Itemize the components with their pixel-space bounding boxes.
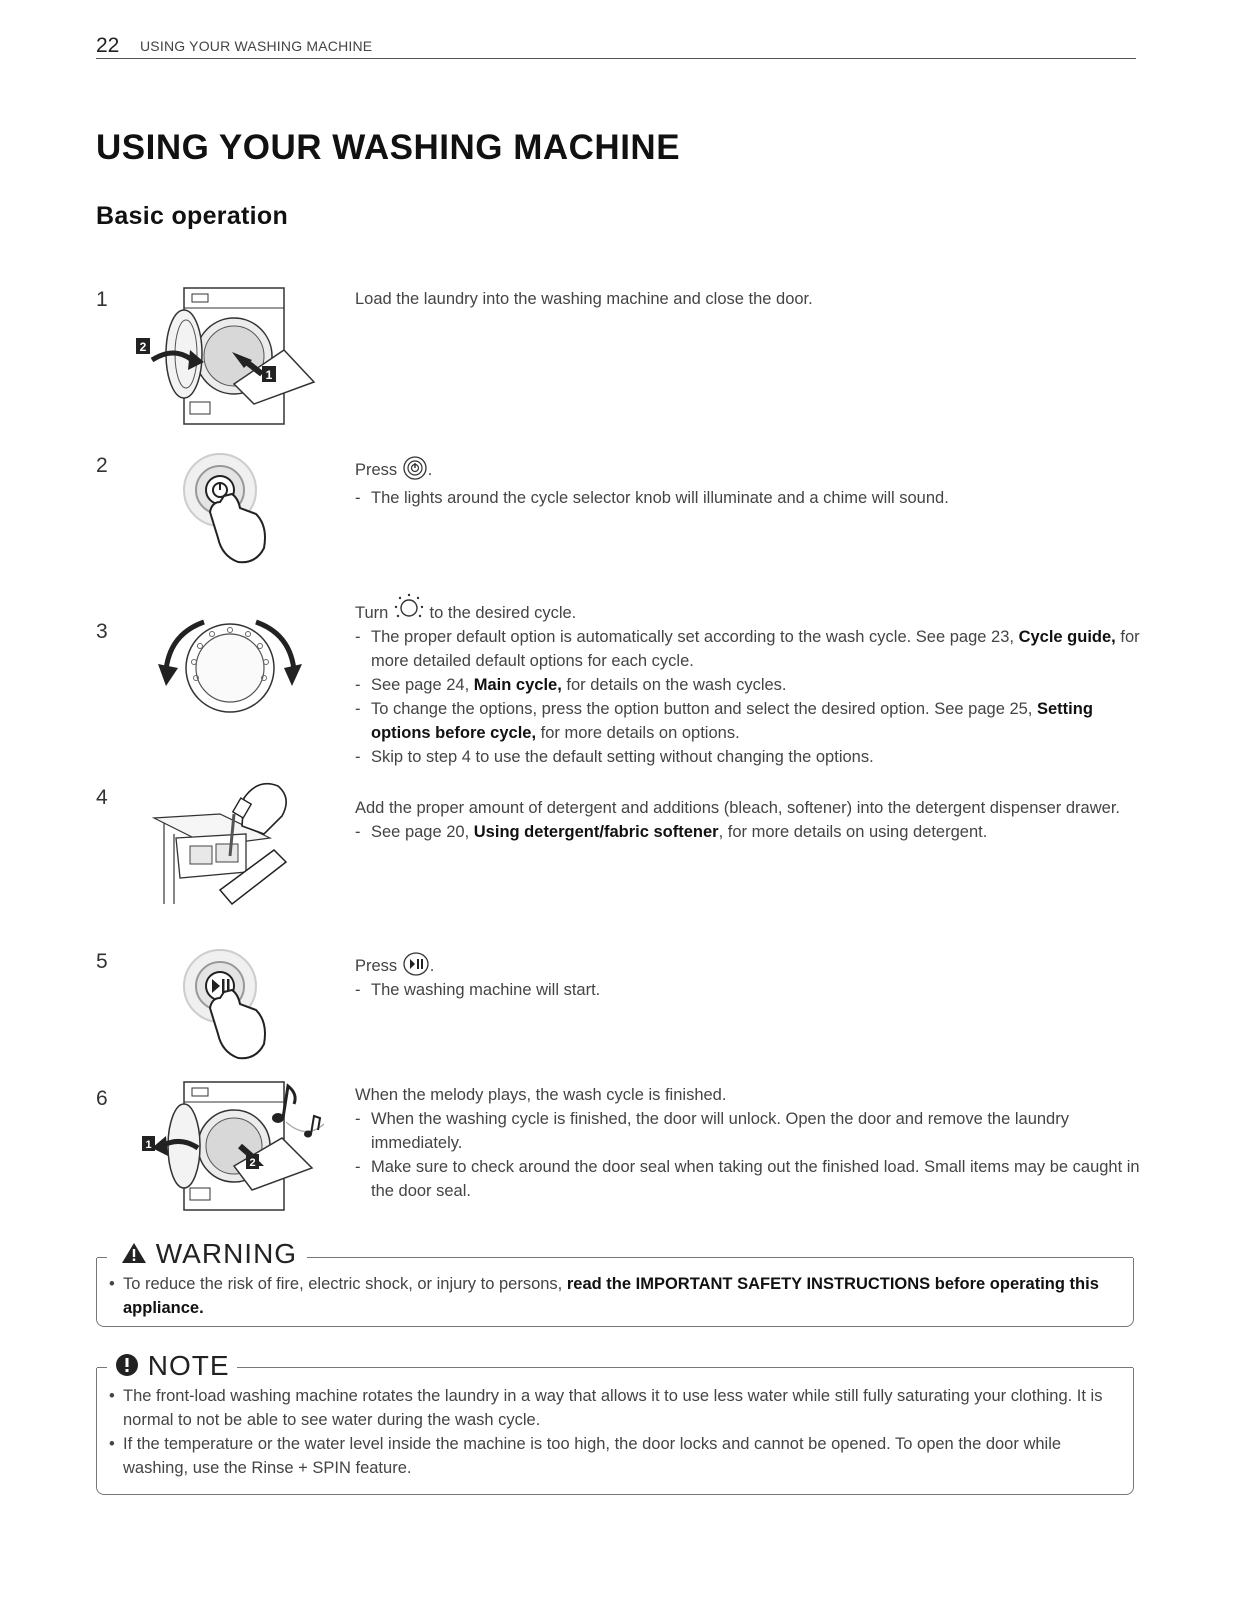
step-instruction: When the melody plays, the wash cycle is finished.: [355, 1086, 727, 1104]
step-4-text: [355, 796, 1140, 844]
step-number: 5: [96, 950, 108, 973]
press-start-illustration: [176, 948, 286, 1068]
bullet-text: See page 20,: [371, 823, 470, 841]
step-bullet: - The lights around the cycle selector knob will illuminate and a chime will sound.: [355, 486, 1140, 510]
press-power-illustration: [176, 452, 286, 572]
power-icon: [403, 456, 427, 480]
step-bullet: [355, 697, 1140, 745]
bullet-text: for details on the wash cycles.: [566, 676, 787, 694]
step-bullet: [355, 673, 1140, 697]
turn-suffix: to the desired cycle.: [429, 604, 577, 622]
warning-item: [109, 1272, 1113, 1320]
step-bullet: - When the washing cycle is finished, the door will unlock. Open the door and remove the laundry immediately.: [355, 1107, 1140, 1155]
page-title: USING YOUR WASHING MACHINE: [96, 128, 681, 167]
running-header: [96, 34, 1136, 59]
turn-label: Turn: [355, 604, 389, 622]
step-instruction: [355, 952, 1140, 978]
note-body: [109, 1384, 1113, 1480]
press-suffix: .: [429, 957, 435, 975]
bullet-text: The proper default option is automatically set according to the wash cycle. See page 23,: [371, 628, 1014, 646]
step-instruction: Load the laundry into the washing machine and close the door.: [355, 290, 813, 308]
step-bullet: - The washing machine will start.: [355, 978, 1140, 1002]
callout-badge: 1: [145, 1139, 152, 1151]
note-item: • The front-load washing machine rotates the laundry in a way that allows it to use less water while still fully saturating your clothing. It is normal to not be able to see water during the wash cycle.: [109, 1384, 1113, 1432]
box-rule: [307, 1257, 1133, 1258]
turn-knob-illustration: [156, 612, 304, 720]
note-label: NOTE: [147, 1350, 230, 1381]
step-number: 1: [96, 288, 108, 311]
box-rule: [97, 1367, 107, 1368]
step-1-text: [355, 287, 1140, 311]
start-pause-icon: [403, 952, 429, 976]
step-number: 6: [96, 1087, 108, 1110]
cross-reference: Cycle guide,: [1018, 628, 1116, 646]
note-exclamation-icon: [115, 1353, 139, 1377]
callout-badge: 1: [265, 368, 273, 382]
warning-emphasis: read the IMPORTANT SAFETY INSTRUCTIONS before operating this appliance.: [123, 1275, 1099, 1317]
step-number: 2: [96, 454, 108, 477]
warning-label: WARNING: [155, 1238, 298, 1269]
step-bullet: - Make sure to check around the door seal when taking out the finished load. Small items may be caught in the door seal.: [355, 1155, 1140, 1203]
box-rule: [97, 1257, 107, 1258]
step-bullet: [355, 820, 1140, 844]
step-instruction: Add the proper amount of detergent and additions (bleach, softener) into the detergent dispenser drawer.: [355, 799, 1120, 817]
press-label: Press: [355, 957, 398, 975]
cross-reference: Setting options before cycle,: [371, 700, 1093, 742]
press-suffix: .: [427, 461, 433, 479]
warning-text: To reduce the risk of fire, electric shock, or injury to persons,: [123, 1275, 563, 1293]
callout-badge: 2: [249, 1157, 256, 1169]
step-bullet: - Skip to step 4 to use the default setting without changing the options.: [355, 745, 1140, 769]
press-label: Press: [355, 461, 398, 479]
note-box: [96, 1350, 1134, 1495]
step-instruction: [355, 456, 1140, 482]
bullet-text: To change the options, press the option button and select the desired option. See page 25,: [371, 700, 1033, 718]
step-6-text: [355, 1083, 1140, 1203]
warning-body: [109, 1272, 1113, 1320]
step-bullet: [355, 625, 1140, 673]
step-2-text: [355, 456, 1140, 510]
bullet-text: for more details on options.: [540, 724, 740, 742]
step-instruction: [355, 593, 1140, 625]
warning-triangle-icon: [121, 1242, 147, 1264]
warning-box: [96, 1238, 1134, 1327]
step-3-text: [355, 593, 1140, 769]
running-section-title: USING YOUR WASHING MACHINE: [140, 38, 373, 54]
page-number: 22: [96, 34, 120, 57]
box-rule: [237, 1367, 1133, 1368]
callout-badge: 2: [139, 340, 147, 354]
cross-reference: Using detergent/fabric softener: [473, 823, 719, 841]
note-heading: [109, 1350, 236, 1382]
load-laundry-illustration: [134, 284, 324, 429]
note-item: • If the temperature or the water level inside the machine is too high, the door locks and cannot be opened. To open the door while washing, use the Rinse + SPIN feature.: [109, 1432, 1113, 1480]
section-subtitle: Basic operation: [96, 202, 289, 230]
add-detergent-illustration: [150, 774, 300, 910]
step-5-text: [355, 952, 1140, 1002]
bullet-text: See page 24,: [371, 676, 470, 694]
step-number: 3: [96, 620, 108, 643]
unload-laundry-illustration: [136, 1080, 336, 1212]
warning-heading: [115, 1238, 303, 1270]
bullet-text: , for more details on using detergent.: [718, 823, 988, 841]
cycle-knob-icon: [394, 593, 424, 623]
cross-reference: Main cycle,: [473, 676, 562, 694]
bullet-text: for more detailed default options for each cycle.: [371, 628, 1140, 670]
step-number: 4: [96, 786, 108, 809]
